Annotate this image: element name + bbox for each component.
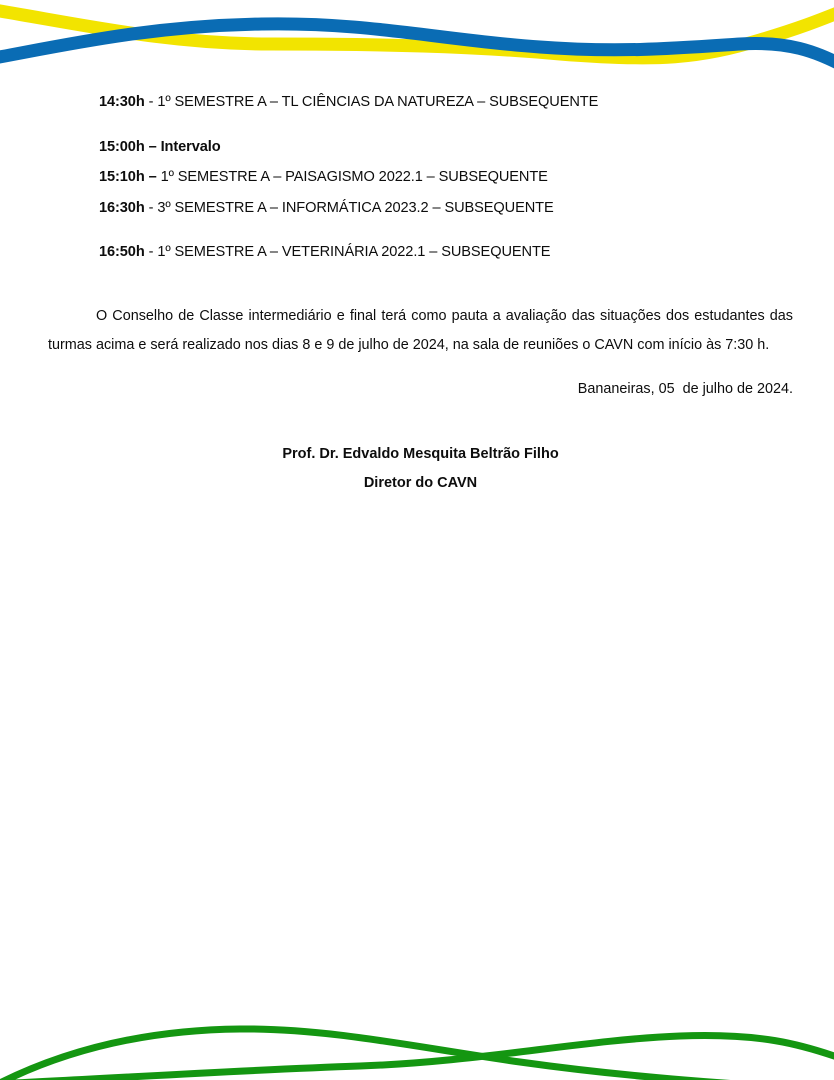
signatory-role: Diretor do CAVN [363,475,478,491]
schedule-separator: – [144,169,161,186]
schedule-description: 1º SEMESTRE A – VETERINÁRIA 2022.1 – SUBSEQUENTE [157,244,551,261]
schedule-description: 1º SEMESTRE A – TL CIÊNCIAS DA NATUREZA – SUBSEQUENTE [157,94,599,110]
list-item [99,140,799,155]
schedule-time: 16:30h [99,199,145,216]
list-item [99,201,799,216]
schedule-description: 1º SEMESTRE A – PAISAGISMO 2022.1 – SUBSEQUENTE [160,169,548,186]
list-item [99,170,799,185]
schedule-separator: - [144,199,158,216]
bottom-wave-banner [0,1000,834,1080]
place-and-date: Bananeiras, 05 de julho de 2024. [577,381,793,397]
schedule-description: 3º SEMESTRE A – INFORMÁTICA 2023.2 – SUBSEQUENTE [157,199,554,216]
schedule-time: 15:10h [99,169,145,186]
body-paragraph: O Conselho de Classe intermediário e final terá como pauta a avaliação das situações dos estudantes das turmas acima e será realizado nos dias 8 e 9 de julho de 2024, na sala de reuniões o CAVN com início às 7:30 h. [48,308,793,354]
schedule-list [99,95,799,260]
list-item [99,245,799,260]
top-wave-yellow-stroke [0,10,834,58]
top-wave-blue-stroke [0,24,834,64]
schedule-separator: - [144,244,158,261]
schedule-time: 16:50h [99,244,145,261]
schedule-separator: – [144,138,161,155]
schedule-separator: - [144,94,158,110]
top-wave-banner [0,0,834,90]
signatory-name: Prof. Dr. Edvaldo Mesquita Beltrão Filho [282,446,559,462]
list-item [99,95,799,110]
bottom-wave-green-stroke-2 [0,1036,834,1080]
schedule-time: 14:30h [99,94,145,110]
bottom-wave-green-stroke-1 [0,1029,834,1080]
schedule-description: Intervalo [160,138,221,155]
signature-block [48,440,793,498]
schedule-time: 15:00h [99,138,145,155]
